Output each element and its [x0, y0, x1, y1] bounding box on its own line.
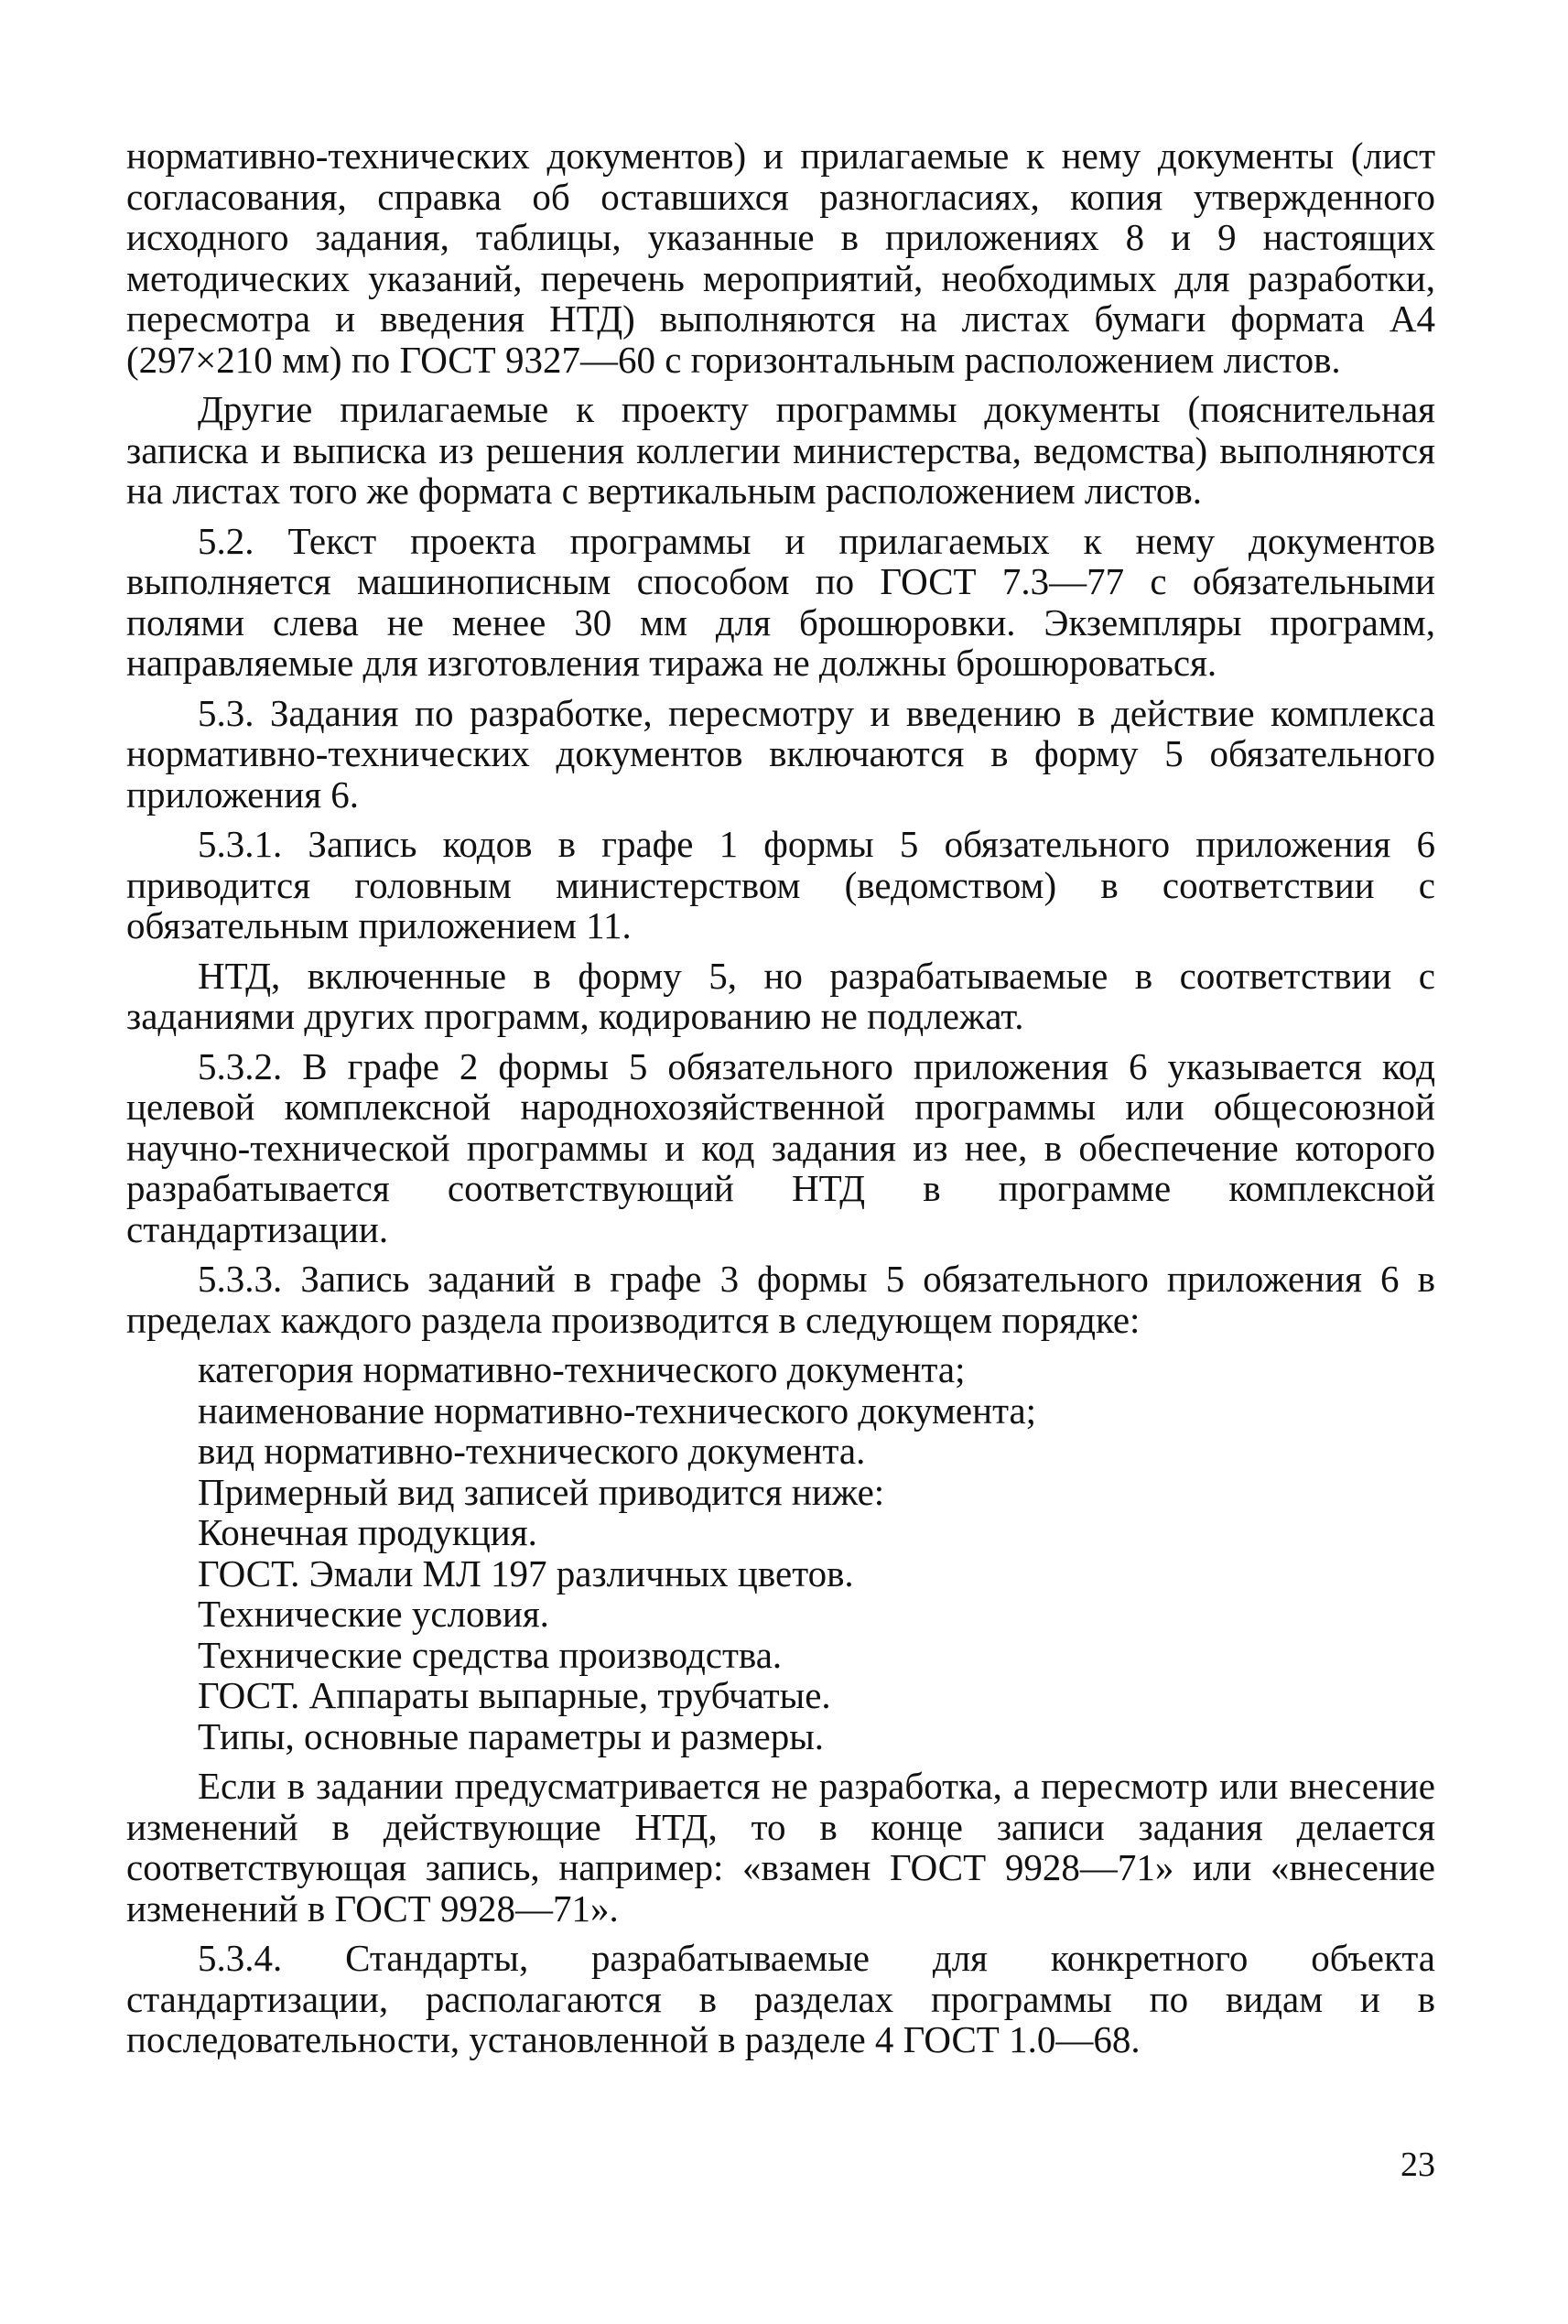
paragraph: Если в задании предусматривается не разработка, а пересмотр или внесение изменений в действующие НТД, то в конце записи задания делается соответствующая запись, например: «взамен ГОСТ 9928—71» или «внесение изменений в ГОСТ 9928—71».: [126, 1765, 1435, 1929]
paragraph-5-3-3: 5.3.3. Запись заданий в графе 3 формы 5 обязательного приложения 6 в пределах каждого раздела производится в следующем порядке:: [126, 1258, 1435, 1341]
paragraph: НТД, включенные в форму 5, но разрабатываемые в соответствии с заданиями других программ, кодированию не подлежат.: [126, 954, 1435, 1037]
paragraph: Другие прилагаемые к проекту программы документы (пояснительная записка и выписка из решения коллегии министерства, ведомства) выполняются на листах того же формата с вертикальным расположением листов.: [126, 388, 1435, 512]
list-item: наименование нормативно-технического документа;: [198, 1389, 1037, 1432]
list-item: Технические средства производства.: [198, 1633, 783, 1676]
record-order-list: [198, 1349, 1435, 1757]
list-item: Технические условия.: [198, 1593, 549, 1635]
list-item: вид нормативно-технического документа.: [198, 1430, 866, 1472]
list-item: Типы, основные параметры и размеры.: [198, 1714, 825, 1757]
list-item: Конечная продукция.: [198, 1511, 537, 1553]
list-item: ГОСТ. Аппараты выпарные, трубчатые.: [198, 1674, 831, 1716]
paragraph-5-2: 5.2. Текст проекта программы и прилагаемых к нему документов выполняется машинописным способом по ГОСТ 7.3—77 с обязательными полями слева не менее 30 мм для брошюровки. Экземпляры программ, направляемые для изготовления тиража не должны брошюроваться.: [126, 519, 1435, 684]
page-number: 23: [1400, 2146, 1435, 2184]
list-item: ГОСТ. Эмали МЛ 197 различных цветов.: [198, 1551, 854, 1594]
paragraph-5-3-4: 5.3.4. Стандарты, разрабатываемые для конкретного объекта стандартизации, располагаются в разделах программы по видам и в последовательности, установленной в разделе 4 ГОСТ 1.0—68.: [126, 1937, 1435, 2060]
paragraph: нормативно-технических документов) и прилагаемые к нему документы (лист согласования, справка об оставшихся разногласиях, копия утвержденного исходного задания, таблицы, указанные в приложениях 8 и 9 настоящих методических указаний, перечень мероприятий, необходимых для разработки, пересмотра и введения НТД) выполняются на листах бумаги формата А4 (297×210 мм) по ГОСТ 9327—60 с горизонтальным расположением листов.: [126, 135, 1435, 381]
list-item: категория нормативно-технического документа;: [198, 1348, 966, 1390]
paragraph-5-3-1: 5.3.1. Запись кодов в графе 1 формы 5 обязательного приложения 6 приводится головным министерством (ведомством) в соответствии с обязательным приложением 11.: [126, 823, 1435, 946]
page-text: [126, 135, 1435, 2060]
paragraph-5-3: 5.3. Задания по разработке, пересмотру и введению в действие комплекса нормативно-технических документов включаются в форму 5 обязательного приложения 6.: [126, 691, 1435, 816]
paragraph-5-3-2: 5.3.2. В графе 2 формы 5 обязательного приложения 6 указывается код целевой комплексной народнохозяйственной программы или общесоюзной научно-технической программы и код задания из нее, в обеспечение которого разрабатывается соответствующий НТД в программе комплексной стандартизации.: [126, 1044, 1435, 1250]
list-item: Примерный вид записей приводится ниже:: [198, 1470, 885, 1513]
